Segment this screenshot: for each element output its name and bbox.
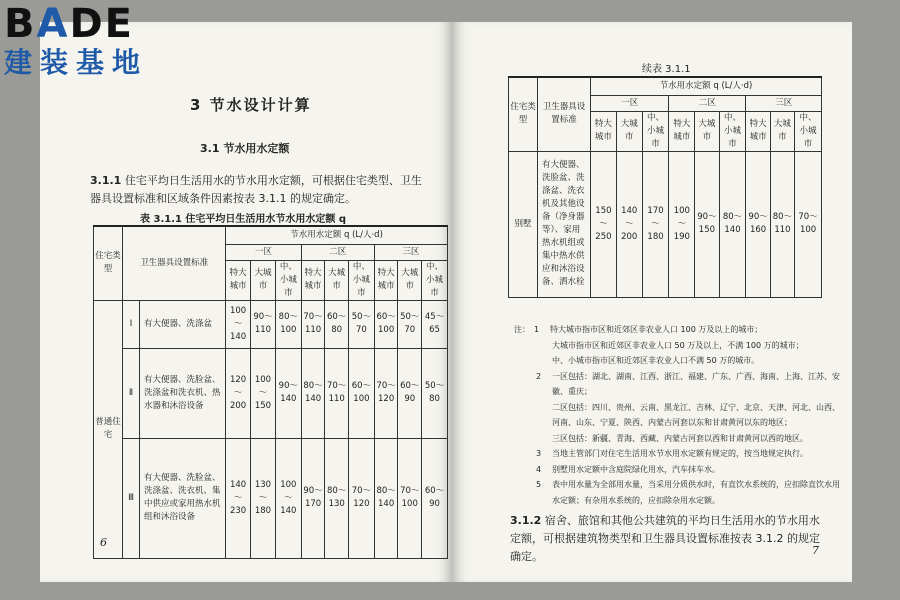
value-cell: 50～70	[398, 300, 422, 348]
value-cell: 80～110	[770, 151, 794, 297]
table-caption-left: 表 3.1.1 住宅平均日生活用水节水用水定额 q	[140, 214, 347, 225]
value-cell: 70～100	[795, 151, 822, 297]
header-city: 特大城市	[591, 111, 617, 151]
water-quota-table-continued	[508, 76, 822, 298]
header-city: 特大城市	[746, 111, 770, 151]
type-cell: 别墅	[509, 151, 538, 297]
clause-3-1-1: 3.1.1 住宅平均日生活用水的节水用水定额，可根据住宅类型、卫生器具设置标准和区域条件因素按表 3.1.1 的规定确定。	[90, 174, 422, 205]
table-row	[94, 348, 448, 438]
note-item: 5 表中用水量为全部用水量，当采用分质供水时，有直饮水系统的，应扣除直饮水用水定额；有杂用水系统的，应扣除杂用水定额。	[536, 480, 840, 505]
value-cell: 80～140	[374, 438, 398, 558]
bade-logo	[4, 1, 174, 82]
value-cell: 50～70	[349, 300, 375, 348]
value-cell: 70～120	[349, 438, 375, 558]
water-quota-table	[93, 225, 448, 559]
note-item: 中、小城市指市区和近郊区非农业人口不满 50 万的城市。	[552, 356, 760, 365]
logo-subtitle: 建装基地	[4, 46, 149, 79]
header-city: 特大城市	[669, 111, 695, 151]
table-row	[94, 438, 448, 558]
type-cell: 普通住宅	[94, 300, 123, 558]
value-cell: 80～140	[301, 348, 325, 438]
logo-wordmark: BADE	[4, 1, 134, 47]
header-quota: 节水用水定额 q (L/人·d)	[591, 77, 822, 95]
header-city: 特大城市	[301, 260, 325, 300]
value-cell: 170～180	[642, 151, 669, 297]
table-row	[509, 151, 822, 297]
value-cell: 70～120	[374, 348, 398, 438]
header-fixture: 卫生器具设置标准	[538, 77, 591, 151]
section-title: 3.1 节水用水定额	[200, 142, 290, 155]
left-page	[40, 22, 452, 582]
header-zone-1: 一区	[591, 95, 669, 111]
clause-3-1-2: 3.1.2 宿舍、旅馆和其他公共建筑的平均日生活用水的节水用水定额，可根据建筑物类型和卫生器具设置标准按表 3.1.2 的规定确定。	[510, 514, 820, 563]
header-city: 大城市	[251, 260, 276, 300]
value-cell: 120～200	[226, 348, 251, 438]
table-notes	[514, 322, 844, 508]
value-cell: 60～90	[422, 438, 448, 558]
fixture-cell: 有大便器、洗脸盆、洗涤盆、洗衣机及其他设备（净身器等）、家用热水机组或集中热水供应和沐浴设备、洒水栓	[538, 151, 591, 297]
grade-cell: Ⅰ	[123, 300, 140, 348]
table-row	[94, 300, 448, 348]
value-cell: 100～140	[275, 438, 301, 558]
value-cell: 90～140	[275, 348, 301, 438]
note-item: 大城市指市区和近郊区非农业人口 50 万及以上，不满 100 万的城市；	[552, 340, 804, 350]
header-city: 中、小城市	[719, 111, 746, 151]
header-city: 中、小城市	[795, 111, 822, 151]
value-cell: 90～110	[251, 300, 276, 348]
value-cell: 100～140	[226, 300, 251, 348]
header-city: 大城市	[616, 111, 642, 151]
header-zone-2: 二区	[301, 244, 374, 260]
value-cell: 80～100	[275, 300, 301, 348]
page-number-right: 7	[812, 544, 819, 557]
value-cell: 100～150	[251, 348, 276, 438]
table-caption-right: 续表 3.1.1	[642, 64, 691, 75]
grade-cell: Ⅲ	[123, 438, 140, 558]
note-item: 注： 1 特大城市指市区和近郊区非农业人口 100 万及以上的城市；	[514, 325, 763, 334]
note-item: 2 一区包括：湖北、湖南、江西、浙江、福建、广东、广西、海南、上海、江苏、安徽、重庆；	[536, 371, 840, 396]
value-cell: 45～65	[422, 300, 448, 348]
header-zone-3: 三区	[374, 244, 447, 260]
header-type: 住宅类型	[509, 77, 538, 151]
value-cell: 90～170	[301, 438, 325, 558]
value-cell: 80～130	[325, 438, 349, 558]
value-cell: 60～100	[374, 300, 398, 348]
note-item: 3 当地主管部门对住宅生活用水节水用水定额有规定的，按当地规定执行。	[536, 449, 808, 458]
header-zone-3: 三区	[746, 95, 822, 111]
note-item: 4 别墅用水定额中含庭院绿化用水，汽车抹车水。	[536, 464, 720, 474]
value-cell: 60～80	[325, 300, 349, 348]
value-cell: 100～190	[669, 151, 695, 297]
header-city: 特大城市	[226, 260, 251, 300]
value-cell: 60～100	[349, 348, 375, 438]
note-item: 三区包括：新疆、青海、西藏、内蒙古河套以西和甘肃黄河以西的地区。	[552, 433, 808, 443]
header-quota: 节水用水定额 q (L/人·d)	[226, 226, 448, 244]
value-cell: 50～80	[422, 348, 448, 438]
value-cell: 90～150	[695, 151, 719, 297]
fixture-cell: 有大便器、洗脸盆、洗涤盆、洗衣机、集中供应或家用热水机组和沐浴设备	[140, 438, 226, 558]
right-page	[452, 22, 852, 582]
grade-cell: Ⅱ	[123, 348, 140, 438]
value-cell: 140～200	[616, 151, 642, 297]
header-city: 中、小城市	[349, 260, 375, 300]
header-city: 大城市	[770, 111, 794, 151]
value-cell: 60～90	[398, 348, 422, 438]
value-cell: 140～230	[226, 438, 251, 558]
value-cell: 150～250	[591, 151, 617, 297]
header-city: 大城市	[398, 260, 422, 300]
header-city: 大城市	[325, 260, 349, 300]
header-city: 特大城市	[374, 260, 398, 300]
note-item: 二区包括：四川、贵州、云南、黑龙江、吉林、辽宁、北京、天津、河北、山西、河南、山东、宁夏、陕西、内蒙古河套以东和甘肃黄河以东的地区；	[552, 402, 840, 427]
value-cell: 90～160	[746, 151, 770, 297]
value-cell: 80～140	[719, 151, 746, 297]
value-cell: 70～110	[325, 348, 349, 438]
header-zone-2: 二区	[669, 95, 746, 111]
header-fixture: 卫生器具设置标准	[123, 226, 226, 300]
value-cell: 70～100	[398, 438, 422, 558]
fixture-cell: 有大便器、洗脸盆、洗涤盆和洗衣机、热水器和沐浴设备	[140, 348, 226, 438]
header-city: 中、小城市	[275, 260, 301, 300]
header-city: 中、小城市	[422, 260, 448, 300]
page-number-left: 6	[100, 536, 107, 549]
header-city: 中、小城市	[642, 111, 669, 151]
header-zone-1: 一区	[226, 244, 302, 260]
header-type: 住宅类型	[94, 226, 123, 300]
value-cell: 130～180	[251, 438, 276, 558]
header-city: 大城市	[695, 111, 719, 151]
chapter-title: 3 节水设计计算	[190, 96, 312, 114]
fixture-cell: 有大便器、洗涤盆	[140, 300, 226, 348]
value-cell: 70～110	[301, 300, 325, 348]
